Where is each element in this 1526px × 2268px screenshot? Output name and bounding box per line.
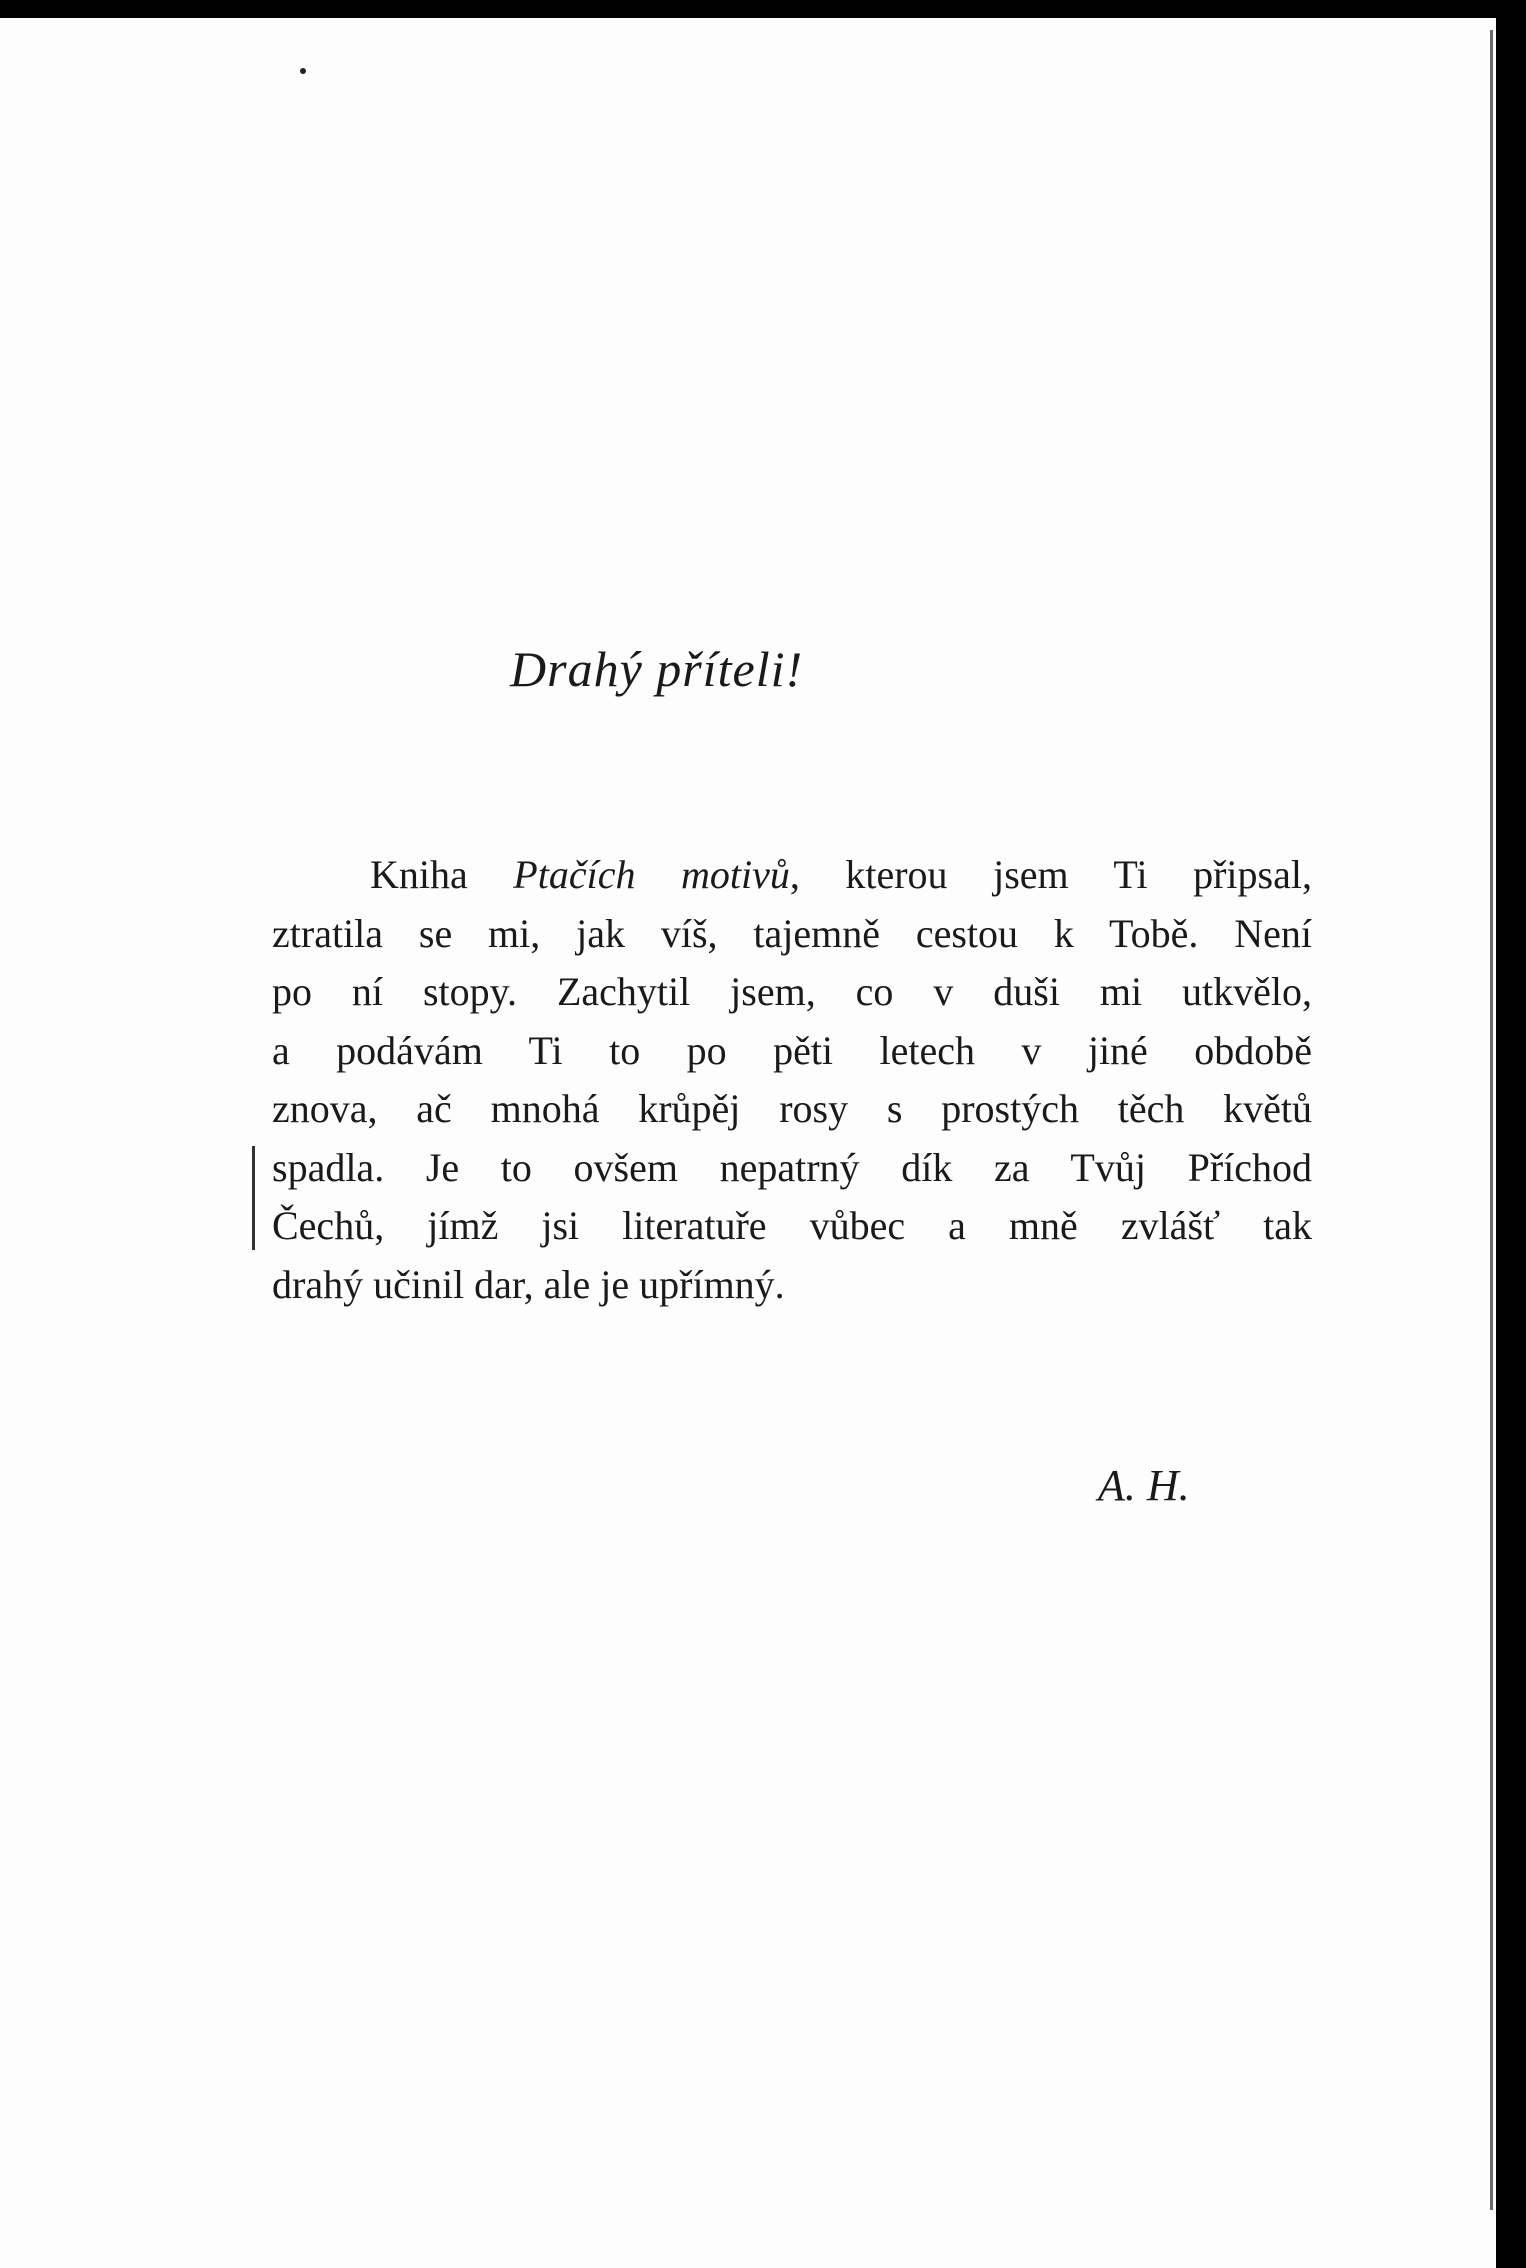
letter-line-3: po ní stopy. Zachytil jsem, co v duši mi utkvělo, [272,969,1312,1014]
ink-speck [300,68,306,74]
letter-line-1 [272,846,1312,905]
letter-line-8: drahý učinil dar, ale je upřímný. [272,1261,785,1307]
letter-salutation: Drahý příteli! [510,641,804,697]
letter-line-7: Čechů, jímž jsi literatuře vůbec a mně zvlášť tak [272,1203,1312,1248]
book-title: Ptačích motivů [513,852,790,897]
letter-line-2: ztratila se mi, jak víš, tajemně cestou k Tobě. Není [272,910,1312,956]
letter-body [272,846,1312,1314]
letter-line-1-end: , kterou jsem Ti připsal, [789,852,1312,897]
scan-border-right [1496,0,1526,2268]
margin-pencil-mark [252,1146,255,1250]
letter-line-6: spadla. Je to ovšem nepatrný dík za Tvůj Příchod [272,1144,1312,1190]
letter-line-4: a podávám Ti to po pěti letech v jiné obdobě [272,1027,1312,1073]
scan-border-top [0,0,1526,18]
letter-line-5: znova, ač mnohá krůpěj rosy s prostých těch květů [272,1086,1312,1131]
letter-signature: A. H. [1098,1461,1190,1510]
page-edge-shadow [1490,30,1493,2210]
letter-line-1-start: Kniha [370,852,514,897]
